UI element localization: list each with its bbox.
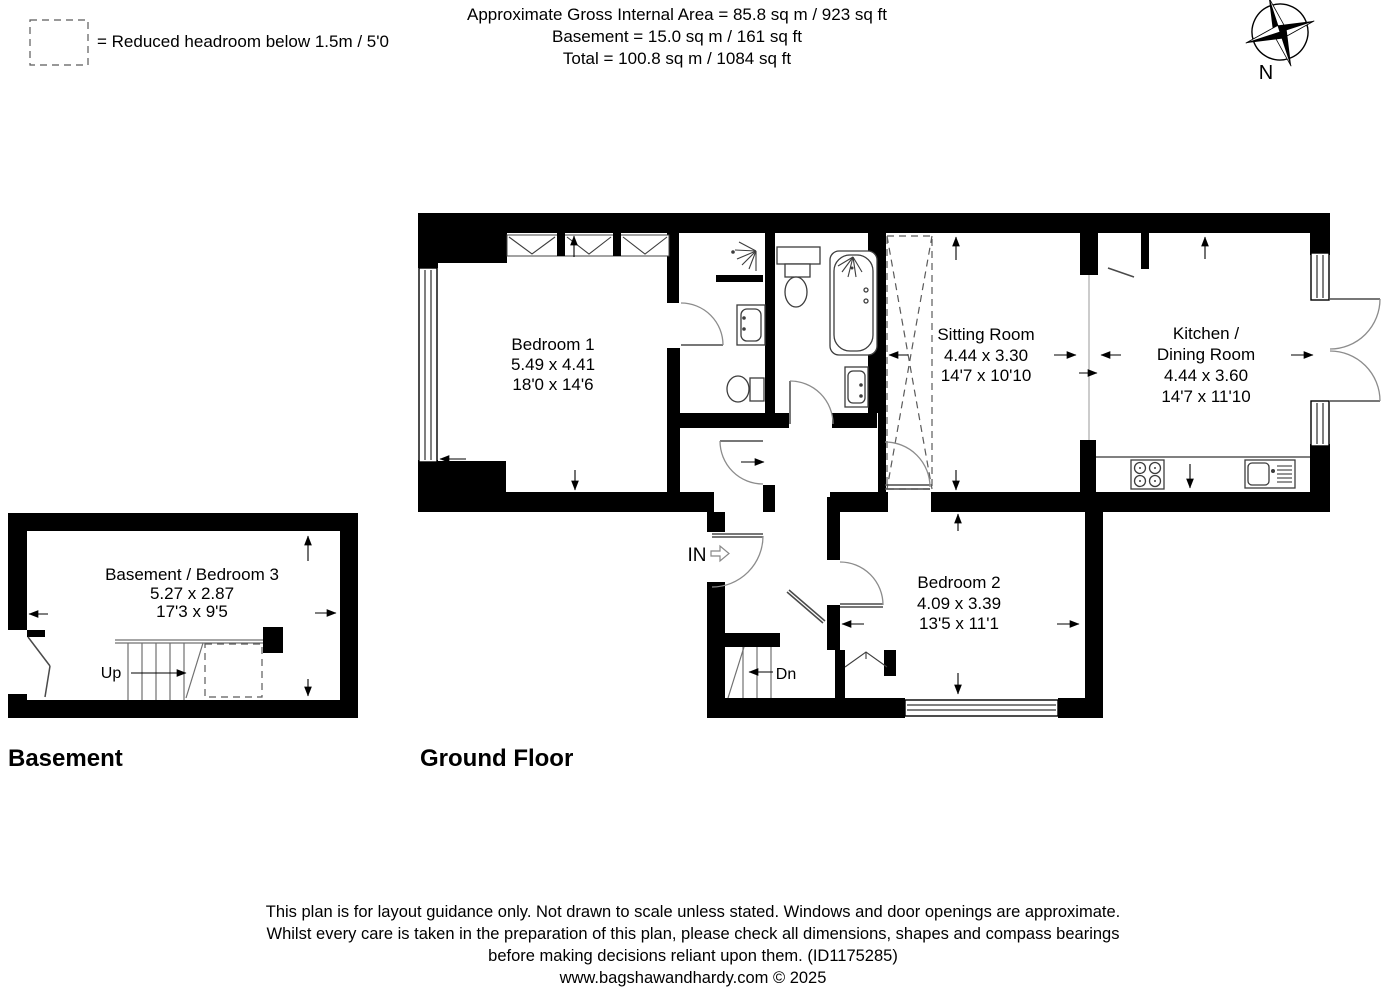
bedroom2-imperial: 13'5 x 11'1 [919,614,999,633]
basement-room-name: Basement / Bedroom 3 [105,565,279,584]
sitting-room-imperial: 14'7 x 10'10 [940,366,1032,385]
website-copyright-line: www.bagshawandhardy.com © 2025 [559,969,827,987]
kitchen-metric: 4.44 x 3.60 [1163,366,1249,385]
bathroom-sink-icon [845,367,868,407]
stairs-down-label: Dn [775,666,797,683]
basement-title: Basement [8,745,123,772]
bedroom1-name: Bedroom 1 [511,335,595,354]
closet-bedroom2 [845,652,887,667]
legend-label: = Reduced headroom below 1.5m / 5'0 [97,32,389,51]
window-kitchen-upper [1311,253,1329,300]
door-ensuite [681,303,723,345]
ground-floor-title: Ground Floor [420,745,574,772]
reduced-headroom-legend [30,20,389,65]
wardrobe-bedroom1 [507,233,669,256]
reduced-headroom-swatch [30,20,88,65]
bedroom2-name: Bedroom 2 [917,573,1001,592]
bathroom-toilet-icon [777,247,820,307]
door-bedroom2 [840,562,883,607]
kitchen-sink-icon [1245,460,1295,488]
header [467,5,887,68]
ground-floor-plan [418,213,1380,772]
disclaimer-line-3: before making decisions reliant upon them. (ID1175285) [488,947,898,965]
window-bedroom2 [905,700,1058,716]
stairs-up-label: Up [100,665,122,682]
hob-icon [1131,460,1164,489]
disclaimer-line-2: Whilst every care is taken in the preparation of this plan, please check all dimensions, shapes and compass bearings [266,925,1120,943]
bedroom1-metric: 5.49 x 4.41 [510,355,596,374]
bathtub-icon [830,251,877,355]
door-bathroom [790,381,833,424]
kitchen-name-line2: Dining Room [1156,345,1256,364]
entrance-marker [688,545,730,566]
compass-north-label: N [1258,62,1274,84]
door-kitchen-cupboard [1108,268,1134,277]
sitting-room-metric: 4.44 x 3.30 [943,346,1029,365]
reduced-headroom-area-sitting-room [887,236,932,489]
entrance-in-label: IN [687,545,707,566]
basement-room-metric: 5.27 x 2.87 [149,584,235,603]
bedroom1-imperial: 18'0 x 14'6 [512,375,594,394]
basement-room-imperial: 17'3 x 9'5 [156,602,228,621]
ensuite-sink-icon [737,305,765,345]
window-bedroom1-left [419,268,437,462]
stairs-up [115,640,263,700]
sitting-room-name: Sitting Room [937,325,1035,344]
bedroom2-metric: 4.09 x 3.39 [916,594,1002,613]
kitchen-name-line1: Kitchen / [1172,324,1240,343]
shower-icon [731,242,756,271]
window-kitchen-lower [1311,401,1329,446]
french-doors-kitchen [1330,299,1380,401]
ensuite-toilet-icon [727,376,764,402]
footer [266,903,1121,987]
compass-icon [1235,0,1326,84]
header-line-3: Total = 100.8 sq m / 1084 sq ft [562,49,792,68]
disclaimer-line-1: This plan is for layout guidance only. Not drawn to scale unless stated. Windows and door openings are approximate. [265,903,1121,921]
basement-door [28,637,50,697]
reduced-headroom-area-basement [205,644,262,697]
header-line-1: Approximate Gross Internal Area = 85.8 sq m / 923 sq ft [466,5,888,24]
door-hall-cupboard [787,590,825,623]
in-arrow-icon [711,546,729,561]
kitchen-imperial: 14'7 x 11'10 [1161,387,1251,406]
header-line-2: Basement = 15.0 sq m / 161 sq ft [552,27,802,46]
basement-plan [8,513,358,772]
